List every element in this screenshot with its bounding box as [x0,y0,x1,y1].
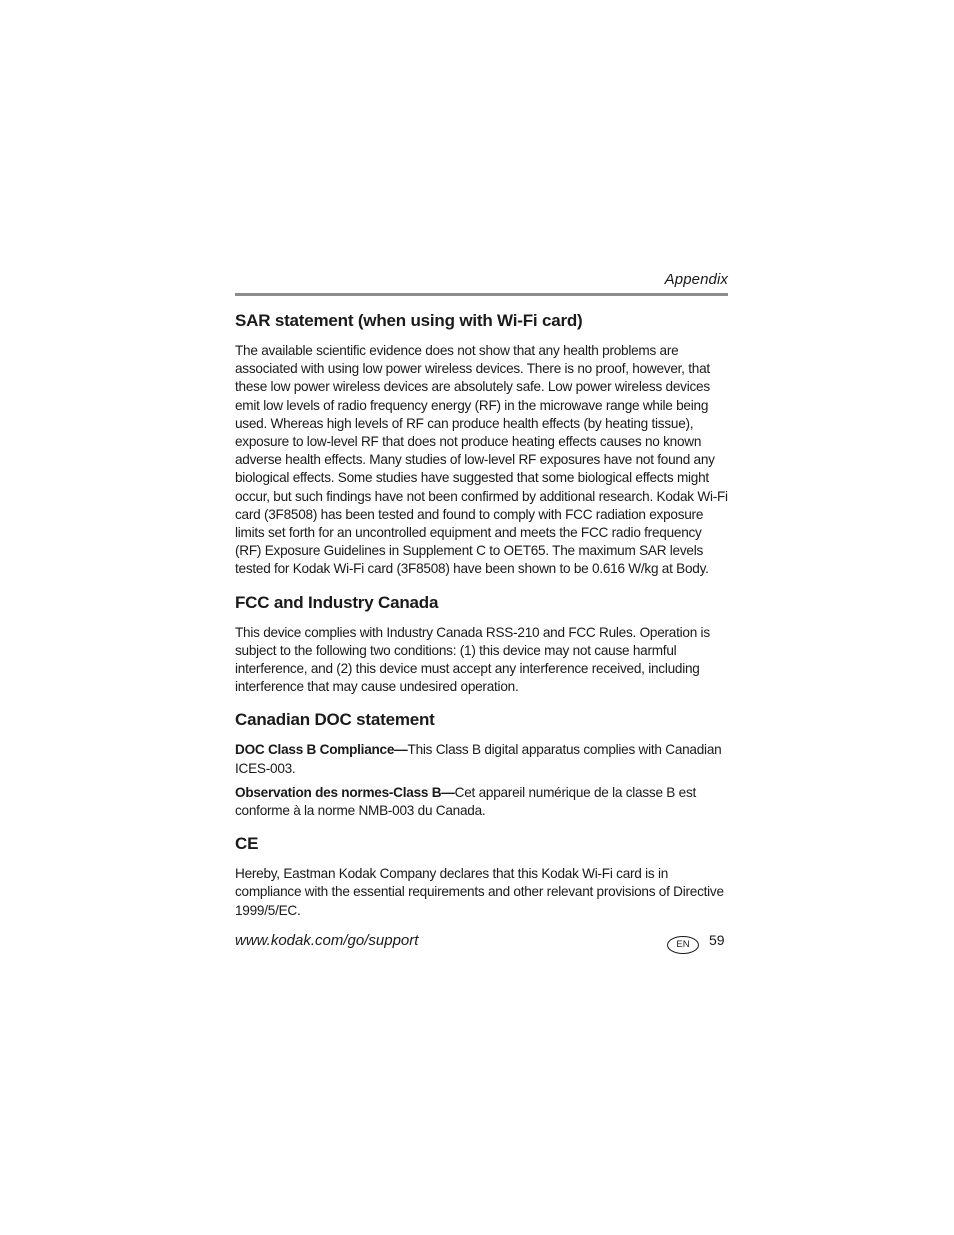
doc-compliance-lead: DOC Class B Compliance— [235,742,408,758]
doc-observation-lead: Observation des normes-Class B— [235,784,455,800]
sar-heading: SAR statement (when using with Wi-Fi card) [235,311,583,330]
ce-body: Hereby, Eastman Kodak Company declares that this Kodak Wi-Fi card is in compliance with the essential requirements and other relevant provisions of Directive 1999/5/EC. [235,866,724,918]
language-badge: EN [667,936,699,954]
doc-compliance-paragraph [235,741,728,777]
sar-section [235,310,728,579]
running-header: Appendix [664,271,728,288]
header-rule [235,293,728,296]
fcc-heading: FCC and Industry Canada [235,592,439,612]
doc-heading: Canadian DOC statement [235,710,435,730]
support-url: www.kodak.com/go/support [235,932,419,949]
document-page [235,0,728,1235]
sar-body: The available scientific evidence does not show that any health problems are associated with using low power wireless devices. There is no proof, however, that these low power wireless devices are absolutely safe. Low power wireless devices emit low levels of radio frequency energy (RF) in the microwave range while being used. Whereas high levels of RF can produce health effects (by heating tissue), exposure to low-level RF that does not produce heating effects causes no known adverse health effects. Many studies of low-level RF exposures have not found any biological effects. Some studies have suggested that some biological effects might occur, but such findings have not been confirmed by additional research. Kodak Wi-Fi card (3F8508) has been tested and found to comply with FCC radiation exposure limits set forth for an uncontrolled equipment and meets the FCC radio frequency (RF) Exposure Guidelines in Supplement C to OET65. The maximum SAR levels tested for Kodak Wi-Fi card (3F8508) have been shown to be 0.616 W/kg at Body. [235,343,728,577]
doc-section [235,709,728,820]
doc-observation-paragraph [235,784,728,820]
page-footer [235,930,728,954]
fcc-body: This device complies with Industry Canada RSS-210 and FCC Rules. Operation is subject to the following two conditions: (1) this device may not cause harmful interference, and (2) this device must accept any interference received, including interference that may cause undesired operation. [235,624,710,695]
page-content [235,310,728,933]
fcc-section [235,592,728,697]
doc-compliance-body: This Class B digital apparatus complies with Canadian ICES-003. [235,742,722,776]
doc-observation-body: Cet appareil numérique de la classe B est conforme à la norme NMB-003 du Canada. [235,784,697,819]
ce-section [235,833,728,920]
page-number: 59 [709,932,725,948]
ce-heading: CE [235,834,259,854]
